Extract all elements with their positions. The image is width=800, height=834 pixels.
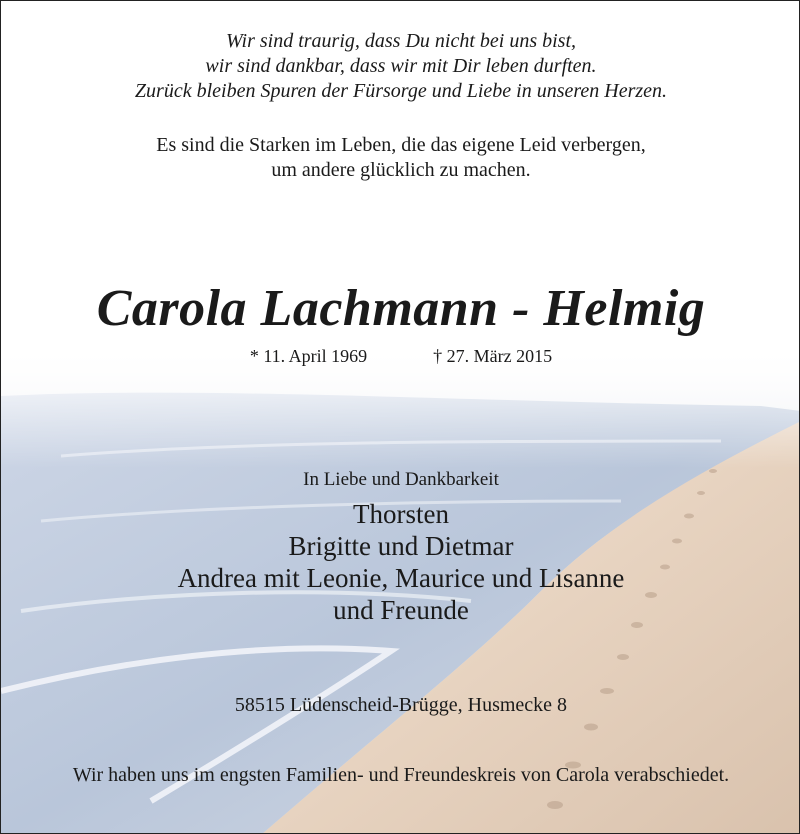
- death-date: † 27. März 2015: [433, 346, 553, 366]
- address: 58515 Lüdenscheid-Brügge, Husmecke 8: [234, 694, 568, 716]
- quote-line: Es sind die Starken im Leben, die das eigene Leid verbergen,: [156, 134, 646, 156]
- quote: [1, 133, 800, 183]
- mourner-entry: Brigitte und Dietmar: [288, 531, 514, 561]
- mourners-list: [1, 498, 800, 626]
- poem-line: wir sind dankbar, dass wir mit Dir leben durften.: [205, 55, 597, 77]
- mourner-entry: und Freunde: [333, 595, 469, 625]
- life-dates: [1, 344, 800, 368]
- poem-line: Zurück bleiben Spuren der Fürsorge und Liebe in unseren Herzen.: [134, 80, 668, 102]
- mourner-entry: Thorsten: [353, 499, 449, 529]
- poem-verse: [1, 29, 800, 104]
- birth-date: * 11. April 1969: [249, 346, 368, 366]
- deceased-name: Carola Lachmann - Helmig: [96, 280, 706, 337]
- poem-line: Wir sind traurig, dass Du nicht bei uns bist,: [225, 30, 577, 52]
- thanks-line: In Liebe und Dankbarkeit: [303, 469, 499, 490]
- farewell-note: Wir haben uns im engsten Familien- und Freundeskreis von Carola verabschiedet.: [72, 764, 730, 786]
- quote-line: um andere glücklich zu machen.: [271, 159, 531, 181]
- mourner-entry: Andrea mit Leonie, Maurice und Lisanne: [177, 563, 625, 593]
